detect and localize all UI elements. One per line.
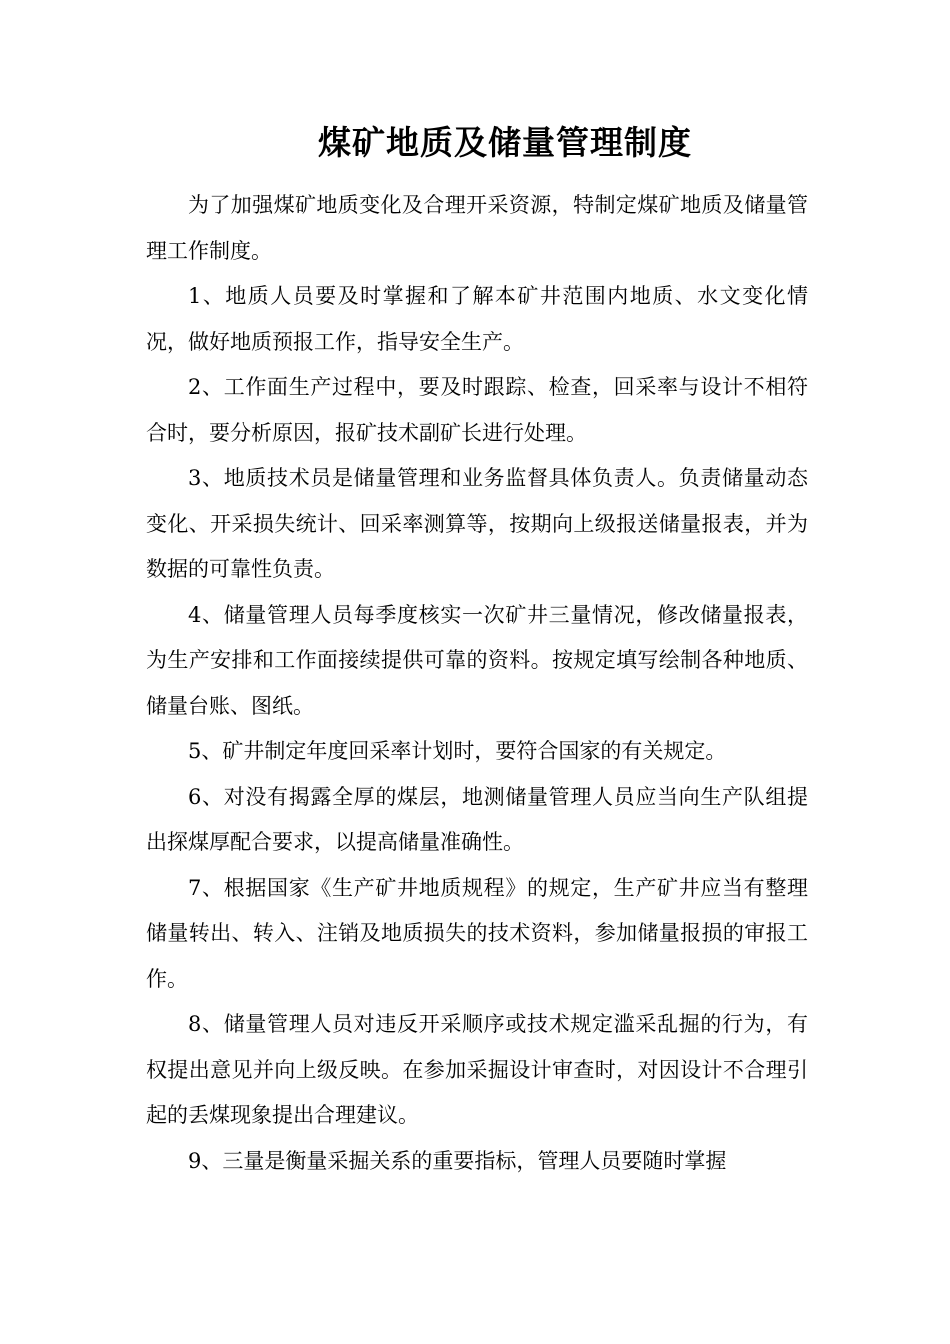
document-body	[146, 183, 808, 1184]
paragraph-item-8: 8、储量管理人员对违反开采顺序或技术规定滥采乱掘的行为，有权提出意见并向上级反映。在参加采掘设计审查时，对因设计不合理引起的丢煤现象提出合理建议。	[146, 1012, 808, 1127]
paragraph-item-7: 7、根据国家《生产矿井地质规程》的规定，生产矿井应当有整理储量转出、转入、注销及地质损失的技术资料，参加储量报损的审报工作。	[146, 875, 808, 991]
paragraph-item-1: 1、地质人员要及时掌握和了解本矿井范围内地质、水文变化情况，做好地质预报工作，指导安全生产。	[146, 284, 808, 354]
paragraph-item-5: 5、矿井制定年度回采率计划时，要符合国家的有关规定。	[188, 739, 727, 763]
paragraph-item-6: 6、对没有揭露全厚的煤层，地测储量管理人员应当向生产队组提出探煤厚配合要求，以提高储量准确性。	[146, 784, 808, 854]
paragraph-item-4: 4、储量管理人员每季度核实一次矿井三量情况，修改储量报表，为生产安排和工作面接续提供可靠的资料。按规定填写绘制各种地质、储量台账、图纸。	[146, 602, 808, 718]
document-title: 煤矿地质及储量管理制度	[318, 123, 692, 162]
paragraph-item-3: 3、地质技术员是储量管理和业务监督具体负责人。负责储量动态变化、开采损失统计、回采率测算等，按期向上级报送储量报表，并为数据的可靠性负责。	[146, 466, 808, 581]
paragraph-intro: 为了加强煤矿地质变化及合理开采资源，特制定煤矿地质及储量管理工作制度。	[146, 193, 808, 263]
paragraph-item-2: 2、工作面生产过程中，要及时跟踪、检查，回采率与设计不相符合时，要分析原因，报矿技术副矿长进行处理。	[146, 375, 808, 445]
paragraph-item-9: 9、三量是衡量采掘关系的重要指标，管理人员要随时掌握	[188, 1148, 727, 1173]
